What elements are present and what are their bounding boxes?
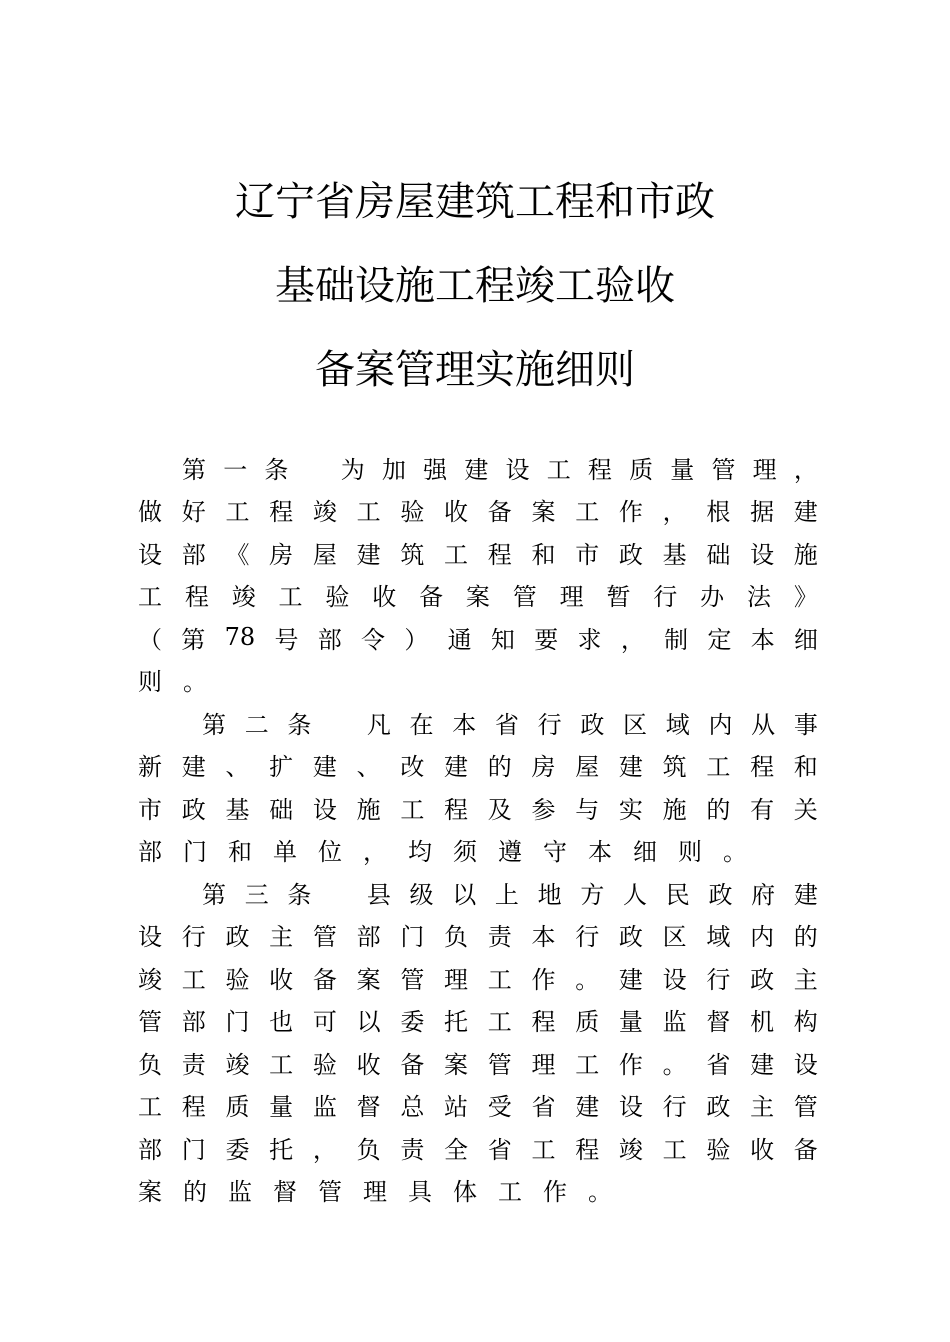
body-glyph: 据 (750, 498, 775, 527)
body-glyph: 建 (312, 753, 337, 782)
body-glyph: 二 (244, 710, 269, 739)
body-glyph: 为 (340, 455, 365, 484)
body-line (138, 914, 818, 957)
body-glyph: 内 (708, 710, 733, 739)
body-glyph: 设 (750, 540, 775, 569)
body-glyph: 收 (750, 1135, 775, 1164)
body-glyph: 根 (706, 498, 731, 527)
body-glyph: 收 (269, 965, 294, 994)
body-glyph: 细 (794, 625, 818, 654)
body-glyph: 令 (361, 625, 386, 654)
body-line (138, 1084, 818, 1127)
body-glyph: 验 (312, 1050, 337, 1079)
body-glyph: 质 (575, 1008, 600, 1037)
body-glyph: 。 (183, 668, 207, 697)
body-glyph: 建 (464, 455, 489, 484)
body-glyph: ， (793, 455, 818, 484)
body-glyph: 程 (750, 753, 775, 782)
body-glyph: 备 (419, 583, 444, 612)
body-glyph: 扩 (269, 753, 294, 782)
body-glyph: 守 (543, 838, 567, 867)
body-glyph: 管 (138, 1008, 162, 1037)
body-glyph: 的 (487, 753, 512, 782)
body-glyph: 筑 (400, 540, 425, 569)
title-line-2: 基础设施工程竣工验收 (275, 263, 675, 309)
body-glyph: 案 (138, 1178, 162, 1207)
body-glyph: 屋 (312, 540, 337, 569)
body-glyph: 级 (409, 880, 434, 909)
body-glyph: 程 (487, 540, 512, 569)
body-glyph: 加 (381, 455, 406, 484)
body-glyph: 。 (588, 1178, 612, 1207)
body-glyph: 站 (444, 1093, 469, 1122)
body-line (138, 574, 818, 617)
body-glyph: 也 (269, 1008, 294, 1037)
body-glyph: 建 (793, 880, 818, 909)
body-glyph: 程 (575, 1135, 600, 1164)
body-glyph: 负 (444, 923, 469, 952)
body-glyph: 建 (793, 498, 818, 527)
body-glyph: 第 (181, 625, 206, 654)
body-glyph: 质 (629, 455, 654, 484)
body-glyph: 建 (618, 753, 643, 782)
body-glyph: 一 (223, 455, 248, 484)
body-glyph: 竣 (618, 1135, 643, 1164)
body-glyph: 定 (707, 625, 732, 654)
body-glyph: 在 (409, 710, 434, 739)
body-glyph: 法 (746, 583, 771, 612)
body-glyph: 关 (793, 795, 818, 824)
body-glyph: 部 (317, 625, 342, 654)
body-glyph: 域 (665, 710, 690, 739)
body-glyph: 工 (278, 583, 303, 612)
body-glyph: 设 (618, 1093, 643, 1122)
body-glyph: 须 (453, 838, 477, 867)
body-glyph: 管 (711, 455, 736, 484)
body-glyph: 门 (181, 1135, 206, 1164)
title-line-3: 备案管理实施细则 (315, 347, 635, 393)
body-glyph: 房 (531, 753, 556, 782)
body-glyph: 以 (452, 880, 477, 909)
body-glyph: 作 (543, 1178, 567, 1207)
body-glyph: 域 (706, 923, 731, 952)
body-glyph: 督 (356, 1093, 381, 1122)
body-glyph: 省 (494, 710, 519, 739)
body-glyph: 设 (793, 1050, 818, 1079)
body-glyph: 暂 (606, 583, 631, 612)
body-glyph: 省 (531, 1093, 556, 1122)
body-glyph: 理 (752, 455, 777, 484)
body-glyph: 工 (181, 965, 206, 994)
body-glyph: 工 (575, 1050, 600, 1079)
body-glyph: 、 (225, 753, 250, 782)
body-line (138, 744, 818, 787)
body-glyph: 托 (444, 1008, 469, 1037)
body-glyph: 验 (225, 965, 250, 994)
body-glyph: ， (620, 625, 645, 654)
body-glyph: ， (312, 1135, 337, 1164)
body-glyph: 作 (618, 498, 643, 527)
body-glyph: 部 (138, 838, 162, 867)
body-glyph: 验 (325, 583, 350, 612)
body-glyph: 政 (580, 710, 605, 739)
body-glyph: 础 (706, 540, 731, 569)
body-glyph: 程 (444, 795, 469, 824)
body-glyph: 和 (531, 540, 556, 569)
body-glyph: 建 (618, 965, 643, 994)
body-glyph: 做 (138, 498, 162, 527)
body-glyph: 部 (138, 1135, 162, 1164)
body-glyph: 省 (487, 1135, 512, 1164)
body-glyph: 则 (138, 668, 162, 697)
body-glyph: 新 (138, 753, 162, 782)
body-glyph: 主 (750, 1093, 775, 1122)
body-glyph: 民 (665, 880, 690, 909)
body-glyph: 区 (623, 710, 648, 739)
body-glyph: 工 (531, 1135, 556, 1164)
body-glyph: 屋 (575, 753, 600, 782)
body-glyph: 《 (225, 540, 250, 569)
body-glyph: 方 (580, 880, 605, 909)
body-glyph: 单 (273, 838, 297, 867)
body-glyph: 的 (706, 795, 731, 824)
body-glyph: 本 (588, 838, 612, 867)
body-glyph: 构 (793, 1008, 818, 1037)
body-glyph: 强 (423, 455, 448, 484)
body-glyph: 质 (225, 1093, 250, 1122)
body-line (138, 531, 818, 574)
body-glyph: 责 (487, 923, 512, 952)
body-glyph: 础 (269, 795, 294, 824)
body-glyph: 和 (228, 838, 252, 867)
body-glyph: 第 (182, 455, 206, 484)
body-glyph: 管 (318, 1178, 342, 1207)
body-glyph: 工 (498, 1178, 522, 1207)
body-glyph: 市 (138, 795, 162, 824)
body-glyph: 第 (202, 880, 226, 909)
body-glyph: 政 (618, 923, 643, 952)
body-glyph: 政 (706, 1093, 731, 1122)
body-glyph: 号 (274, 625, 299, 654)
body-glyph: 理 (444, 965, 469, 994)
body-glyph: 、 (356, 753, 381, 782)
body-line (138, 446, 818, 489)
body-glyph: 。 (662, 1050, 687, 1079)
body-line (138, 659, 818, 702)
body-glyph: 门 (400, 923, 425, 952)
body-glyph: ， (363, 838, 387, 867)
body-glyph: 行 (537, 710, 562, 739)
body-glyph: 施 (356, 795, 381, 824)
body-glyph: 府 (751, 880, 776, 909)
body-glyph: 案 (356, 965, 381, 994)
body-glyph: 条 (264, 455, 289, 484)
body-glyph: 收 (444, 498, 469, 527)
body-glyph: 管 (487, 1050, 512, 1079)
body-glyph: （ (138, 625, 162, 654)
body-glyph: 全 (444, 1135, 469, 1164)
body-glyph: 竣 (225, 1050, 250, 1079)
body-glyph: 好 (181, 498, 206, 527)
body-glyph: 筑 (662, 753, 687, 782)
body-glyph: 办 (700, 583, 725, 612)
body-glyph: 可 (312, 1008, 337, 1037)
body-line (138, 829, 818, 872)
body-glyph: 省 (706, 1050, 731, 1079)
body-glyph: 总 (400, 1093, 425, 1122)
body-glyph: 行 (706, 965, 731, 994)
body-line (138, 1169, 818, 1212)
body-glyph: 房 (269, 540, 294, 569)
body-glyph: 》 (793, 583, 818, 612)
body-glyph: 程 (269, 498, 294, 527)
body-glyph: 的 (183, 1178, 207, 1207)
body-glyph: 程 (184, 583, 209, 612)
body-glyph: 工 (356, 498, 381, 527)
body-glyph: 案 (465, 583, 490, 612)
body-glyph: 主 (269, 923, 294, 952)
body-glyph: 政 (225, 923, 250, 952)
body-glyph: 理 (363, 1178, 387, 1207)
body-glyph: 门 (225, 1008, 250, 1037)
body-glyph: 工 (575, 498, 600, 527)
body-glyph: 县 (366, 880, 391, 909)
body-glyph: 施 (662, 795, 687, 824)
body-glyph: 本 (750, 625, 775, 654)
body-glyph: ， (662, 498, 687, 527)
body-glyph: 人 (623, 880, 648, 909)
body-glyph: 行 (653, 583, 678, 612)
body-glyph: 管 (512, 583, 537, 612)
body-glyph: 实 (618, 795, 643, 824)
document-title (0, 160, 950, 412)
body-line (138, 871, 818, 914)
body-glyph: 政 (708, 880, 733, 909)
body-glyph: 78 (224, 623, 256, 652)
body-glyph: 参 (531, 795, 556, 824)
body-glyph: 政 (750, 965, 775, 994)
body-glyph: 监 (312, 1093, 337, 1122)
body-glyph: 市 (575, 540, 600, 569)
body-glyph: 改 (400, 753, 425, 782)
body-glyph: 备 (400, 1050, 425, 1079)
body-glyph: 建 (444, 753, 469, 782)
body-glyph: 收 (356, 1050, 381, 1079)
body-glyph: 理 (559, 583, 584, 612)
body-glyph: 工 (269, 1050, 294, 1079)
body-glyph: 行 (662, 1093, 687, 1122)
body-glyph: 位 (318, 838, 342, 867)
body-glyph: 量 (618, 1008, 643, 1037)
body-line (138, 1041, 818, 1084)
body-glyph: 设 (312, 795, 337, 824)
body-glyph: 的 (793, 923, 818, 952)
title-line-1: 辽宁省房屋建筑工程和市政 (235, 179, 715, 225)
body-glyph: 验 (400, 498, 425, 527)
body-glyph: 条 (287, 710, 312, 739)
body-glyph: 以 (356, 1008, 381, 1037)
body-glyph: 与 (575, 795, 600, 824)
body-glyph: 内 (750, 923, 775, 952)
body-glyph: 监 (228, 1178, 252, 1207)
body-glyph: 建 (750, 1050, 775, 1079)
body-glyph: 上 (494, 880, 519, 909)
body-glyph: 备 (487, 498, 512, 527)
body-glyph: 工 (662, 1135, 687, 1164)
body-glyph: 责 (181, 1050, 206, 1079)
body-glyph: 量 (670, 455, 695, 484)
body-glyph: 收 (372, 583, 397, 612)
body-glyph: 工 (487, 1008, 512, 1037)
body-glyph: 管 (312, 923, 337, 952)
body-glyph: 行 (575, 923, 600, 952)
body-glyph: 基 (662, 540, 687, 569)
body-glyph: 设 (662, 965, 687, 994)
body-glyph: 验 (706, 1135, 731, 1164)
body-glyph: 督 (706, 1008, 731, 1037)
body-glyph: 细 (633, 838, 657, 867)
body-glyph: 第 (202, 710, 226, 739)
body-glyph: 建 (356, 540, 381, 569)
body-glyph: 及 (487, 795, 512, 824)
body-glyph: 案 (531, 498, 556, 527)
body-glyph: 建 (575, 1093, 600, 1122)
body-glyph: 事 (793, 710, 818, 739)
body-glyph: 门 (183, 838, 207, 867)
body-line (138, 999, 818, 1042)
body-glyph: 部 (181, 540, 206, 569)
body-glyph: 竣 (231, 583, 256, 612)
body-glyph: 三 (244, 880, 269, 909)
body-glyph: 程 (181, 1093, 206, 1122)
body-glyph: 有 (750, 795, 775, 824)
body-glyph: 工 (400, 795, 425, 824)
body-glyph: 工 (487, 965, 512, 994)
body-glyph: 负 (356, 1135, 381, 1164)
body-glyph: ） (404, 625, 429, 654)
body-glyph: 工 (225, 498, 250, 527)
body-glyph: 工 (546, 455, 571, 484)
body-glyph: 设 (138, 923, 162, 952)
body-glyph: 受 (487, 1093, 512, 1122)
body-glyph: 部 (356, 923, 381, 952)
body-glyph: 程 (531, 1008, 556, 1037)
body-glyph: 本 (452, 710, 477, 739)
body-glyph: 案 (444, 1050, 469, 1079)
body-glyph: 基 (225, 795, 250, 824)
body-glyph: 。 (575, 965, 600, 994)
body-glyph: 工 (138, 583, 162, 612)
body-glyph: 区 (662, 923, 687, 952)
body-glyph: 备 (312, 965, 337, 994)
body-glyph: 工 (444, 540, 469, 569)
body-line (138, 1126, 818, 1169)
body-glyph: 工 (706, 753, 731, 782)
body-glyph: 本 (531, 923, 556, 952)
body-glyph: 作 (618, 1050, 643, 1079)
body-glyph: 托 (269, 1135, 294, 1164)
body-glyph: 管 (793, 1093, 818, 1122)
body-glyph: 通 (447, 625, 472, 654)
body-glyph: 负 (138, 1050, 162, 1079)
body-glyph: 条 (287, 880, 312, 909)
body-glyph: 具 (408, 1178, 432, 1207)
body-glyph: 程 (587, 455, 612, 484)
body-glyph: 责 (400, 1135, 425, 1164)
body-glyph: 建 (181, 753, 206, 782)
body-glyph: 施 (793, 540, 818, 569)
body-glyph: 要 (534, 625, 559, 654)
body-glyph: 设 (138, 540, 162, 569)
body-glyph: 量 (269, 1093, 294, 1122)
body-glyph: 和 (793, 753, 818, 782)
body-glyph: 行 (181, 923, 206, 952)
body-glyph: 部 (181, 1008, 206, 1037)
body-glyph: 政 (618, 540, 643, 569)
body-glyph: 竣 (312, 498, 337, 527)
body-glyph: 理 (531, 1050, 556, 1079)
body-glyph: 遵 (498, 838, 522, 867)
body-glyph: 作 (531, 965, 556, 994)
body-glyph: 委 (400, 1008, 425, 1037)
body-glyph: 地 (537, 880, 562, 909)
body-glyph: 委 (225, 1135, 250, 1164)
body-glyph: 机 (750, 1008, 775, 1037)
body-glyph: 求 (577, 625, 602, 654)
body-glyph: 主 (793, 965, 818, 994)
body-glyph: 政 (181, 795, 206, 824)
body-glyph: 体 (453, 1178, 477, 1207)
body-line (138, 489, 818, 532)
body-glyph: 则 (678, 838, 702, 867)
body-glyph: 制 (664, 625, 689, 654)
body-line (138, 786, 818, 829)
body-line (138, 616, 818, 659)
body-glyph: 知 (490, 625, 515, 654)
body-glyph: 从 (751, 710, 776, 739)
body-glyph: 监 (662, 1008, 687, 1037)
body-line (138, 956, 818, 999)
body-glyph: 。 (723, 838, 747, 867)
document-body (138, 446, 818, 1211)
body-glyph: 管 (400, 965, 425, 994)
body-glyph: 工 (138, 1093, 162, 1122)
body-glyph: 均 (408, 838, 432, 867)
body-glyph: 设 (505, 455, 530, 484)
body-glyph: 凡 (366, 710, 391, 739)
body-line (138, 701, 818, 744)
body-glyph: 督 (273, 1178, 297, 1207)
body-glyph: 备 (793, 1135, 818, 1164)
body-glyph: 竣 (138, 965, 162, 994)
